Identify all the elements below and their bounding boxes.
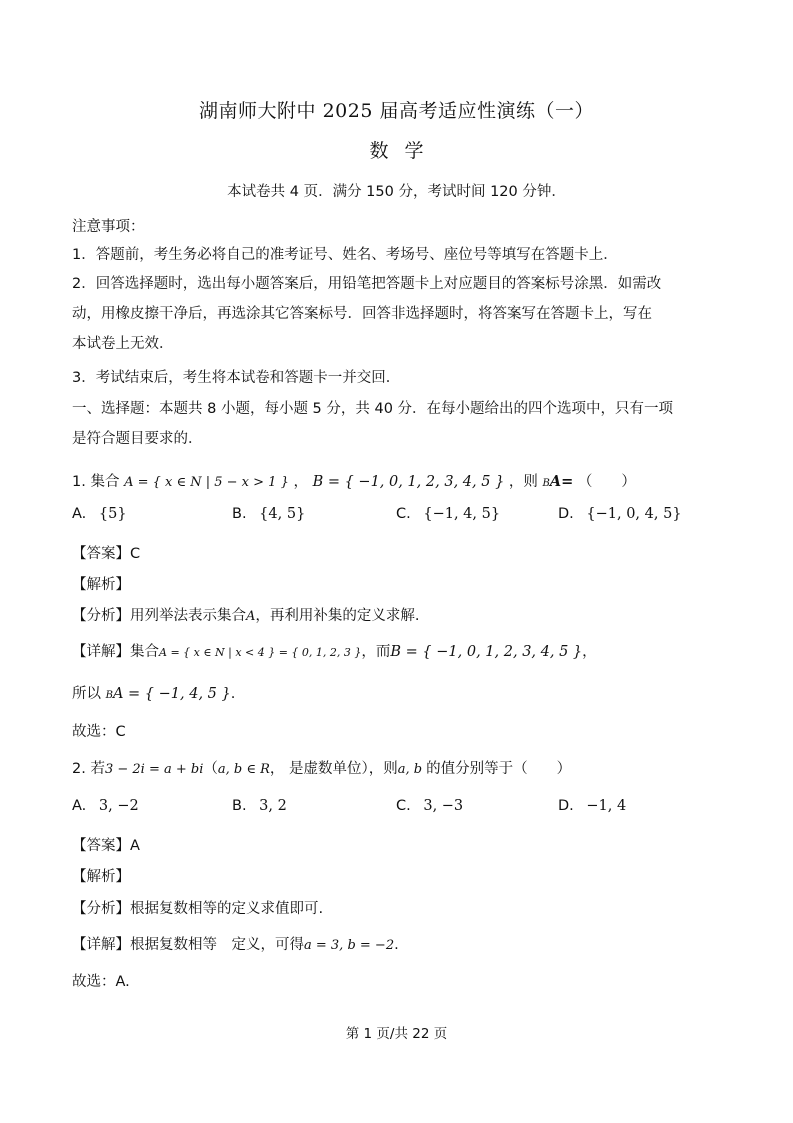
q1-prefix: 1. 集合 — [72, 474, 120, 490]
q1-detail-end: ， — [582, 644, 597, 660]
q1-option-d — [558, 506, 682, 522]
exam-info: 本试卷共 4 页．满分 150 分，考试时间 120 分钟． — [227, 184, 566, 200]
q1-conclusion — [72, 682, 235, 703]
q2-option-a-label: A. — [72, 798, 87, 814]
q1-detail-b: B = { −1, 0, 1, 2, 3, 4, 5 } — [390, 644, 583, 660]
section-heading-line-1: 一、选择题：本题共 8 小题，每小题 5 分，共 40 分．在每小题给出的四个选项中，只有一项 — [72, 401, 674, 417]
q2-option-d-label: D. — [558, 798, 574, 814]
q1-so-end: . — [230, 686, 236, 702]
q1-expr: A= — [549, 473, 574, 490]
q1-so-sub: B — [105, 690, 113, 701]
q2-option-b-value: 3, 2 — [259, 798, 287, 814]
notes-heading: 注意事项： — [72, 219, 145, 235]
q1-analysis-heading: 【解析】 — [72, 577, 130, 593]
q1-set-b: B = { −1, 0, 1, 2, 3, 4, 5 } — [312, 474, 505, 490]
q1-detail-prefix: 【详解】集合 — [72, 644, 159, 660]
q1-answer: 【答案】C — [72, 546, 141, 562]
q2-option-a-value: 3, −2 — [98, 798, 139, 814]
q2-eq: 3 − 2i = a + bi — [104, 762, 204, 777]
q2-option-b-label: B. — [232, 798, 247, 814]
q1-so-prefix: 所以 — [72, 686, 101, 702]
subject-char-1: 数 — [369, 140, 389, 162]
q1-option-a — [72, 506, 127, 522]
q2-fenxi: 【分析】根据复数相等的定义求值即可. — [72, 901, 324, 917]
q2-cond: a, b ∈ R — [217, 762, 270, 777]
q2-option-a — [72, 798, 139, 814]
q2-option-c-value: 3, −3 — [423, 798, 464, 814]
q2-vars: a, b — [397, 762, 423, 777]
q1-detail — [72, 640, 597, 661]
q1-option-d-label: D. — [558, 506, 574, 522]
section-heading-line-2: 是符合题目要求的． — [72, 431, 203, 447]
q1-option-c-label: C. — [396, 506, 411, 522]
q2-cond-mid: ， 是虚数单位），则 — [269, 761, 398, 777]
q1-then: ，则 — [508, 474, 538, 490]
q1-set-a: A = { x ∈ N | 5 − x > 1 } — [124, 475, 289, 490]
q2-option-c-label: C. — [396, 798, 411, 814]
q2-option-d — [558, 798, 626, 814]
q1-option-a-label: A. — [72, 506, 87, 522]
q1-option-b — [232, 506, 305, 522]
note-2-line-2: 动，用橡皮擦干净后，再选涂其它答案标号．回答非选择题时，将答案写在答题卡上，写在 — [72, 306, 652, 322]
q1-fenxi-end: ，再利用补集的定义求解. — [255, 608, 420, 624]
page-footer: 第 1 页/共 22 页 — [345, 1026, 448, 1042]
q2-analysis-heading: 【解析】 — [72, 869, 130, 885]
q1-option-c — [396, 506, 500, 522]
q1-option-b-label: B. — [232, 506, 247, 522]
q2-cond-open: （ — [203, 761, 218, 777]
q2-option-b — [232, 798, 287, 814]
subject-char-2: 学 — [404, 140, 424, 162]
q1-sub: B — [542, 478, 550, 489]
q1-option-b-value: {4, 5} — [259, 506, 306, 522]
q2-choose: 故选：A. — [72, 974, 130, 990]
note-1: 1．答题前，考生务必将自己的准考证号、姓名、考场号、座位号等填写在答题卡上． — [72, 247, 618, 263]
q2-rest: 的值分别等于（ ） — [426, 761, 572, 777]
q1-choose: 故选：C — [72, 724, 126, 740]
note-2-line-3: 本试卷上无效． — [72, 336, 174, 352]
question-2-stem — [72, 757, 571, 778]
page-title: 湖南师大附中 2025 届高考适应性演练（一） — [199, 100, 594, 122]
q2-answer: 【答案】A — [72, 838, 140, 854]
q1-fenxi-text: 【分析】用列举法表示集合 — [72, 608, 246, 624]
q1-detail-mid: ，而 — [361, 644, 391, 660]
note-2-line-1: 2．回答选择题时，选出每小题答案后，用铅笔把答题卡上对应题目的答案标号涂黑．如需改 — [72, 276, 662, 292]
q2-detail-eq: a = 3, b = −2 — [304, 938, 395, 953]
q1-paren: （ ） — [577, 474, 636, 490]
q1-so-expr: A = { −1, 4, 5 } — [112, 686, 231, 702]
q2-prefix: 2. 若 — [72, 761, 105, 777]
q2-detail — [72, 933, 399, 954]
q1-detail-set: A = { x ∈ N | x < 4 } = { 0, 1, 2, 3 } — [159, 646, 362, 659]
q1-sep: ， — [293, 474, 308, 490]
q1-fenxi-a: A — [246, 609, 256, 624]
subject-title — [0, 136, 793, 163]
q1-option-a-value: {5} — [98, 506, 127, 522]
q2-detail-prefix: 【详解】根据复数相等 定义，可得 — [72, 937, 304, 953]
q2-option-c — [396, 798, 463, 814]
q2-option-d-value: −1, 4 — [586, 798, 627, 814]
q1-option-c-value: {−1, 4, 5} — [423, 506, 501, 522]
note-3: 3．考试结束后，考生将本试卷和答题卡一并交回． — [72, 370, 401, 386]
question-1-stem — [72, 470, 636, 491]
q2-detail-end: . — [394, 937, 399, 953]
q1-option-d-value: {−1, 0, 4, 5} — [586, 506, 682, 522]
q1-fenxi — [72, 604, 420, 625]
